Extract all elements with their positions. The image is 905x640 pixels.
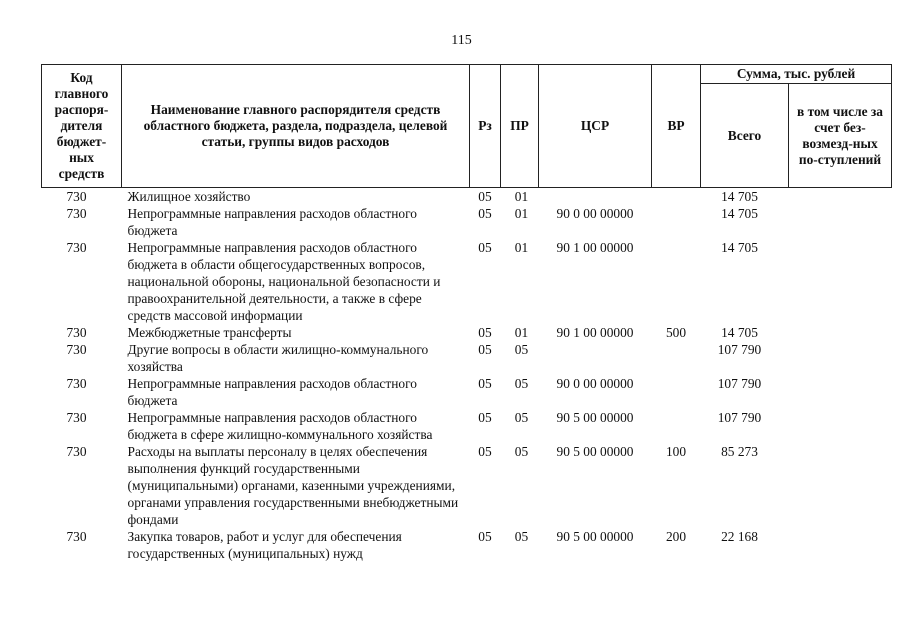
cell-code: 730 <box>66 376 87 391</box>
header-name: Наименование главного распорядителя средств областного бюджета, раздела, подраздела, целевой статьи, группы видов расходов <box>122 65 470 188</box>
cell-free <box>789 188 892 206</box>
cell-csr <box>539 341 652 375</box>
table-body <box>42 188 892 563</box>
cell-csr: 90 5 00 00000 <box>556 410 634 425</box>
cell-pr: 01 <box>514 189 529 204</box>
cell-rz: 05 <box>478 325 492 340</box>
cell-csr <box>539 188 652 206</box>
cell-pr: 05 <box>514 444 529 459</box>
cell-rz: 05 <box>478 240 492 255</box>
header-free: в том числе за счет без-возмезд-ных по-ступлений <box>789 84 892 188</box>
cell-total: 107 790 <box>717 376 762 391</box>
cell-total: 22 168 <box>721 529 758 544</box>
cell-pr: 01 <box>514 206 529 221</box>
cell-pr: 01 <box>514 325 529 340</box>
cell-rz: 05 <box>478 376 492 391</box>
cell-vr <box>652 188 701 206</box>
cell-free <box>789 528 892 562</box>
cell-code: 730 <box>66 189 87 204</box>
table-row <box>42 409 892 443</box>
cell-free <box>789 324 892 341</box>
header-sum: Сумма, тыс. рублей <box>701 65 892 84</box>
cell-csr: 90 0 00 00000 <box>556 376 634 391</box>
cell-name: Другие вопросы в области жилищно-коммунального хозяйства <box>127 342 429 374</box>
cell-free <box>789 341 892 375</box>
budget-table <box>41 64 892 562</box>
table-row <box>42 443 892 528</box>
cell-free <box>789 375 892 409</box>
cell-total: 14 705 <box>721 206 758 221</box>
cell-free <box>789 409 892 443</box>
header-total: Всего <box>701 84 789 188</box>
table-row <box>42 239 892 324</box>
table-row <box>42 205 892 239</box>
cell-code: 730 <box>66 325 87 340</box>
cell-name: Непрограммные направления расходов областного бюджета <box>127 376 417 408</box>
cell-name: Межбюджетные трансферты <box>127 325 292 340</box>
cell-name: Расходы на выплаты персоналу в целях обеспечения выполнения функций государственными (муниципальными) органами, казенными учреждениями, органами управления государственными внебюджетными фондами <box>127 444 459 527</box>
table-row <box>42 528 892 562</box>
cell-vr <box>652 239 701 324</box>
header-rz: Рз <box>470 65 501 188</box>
cell-pr: 05 <box>514 342 529 357</box>
table-row <box>42 375 892 409</box>
cell-free <box>789 205 892 239</box>
header-pr: ПР <box>501 65 539 188</box>
cell-rz: 05 <box>478 444 492 459</box>
cell-free <box>789 239 892 324</box>
table-row <box>42 188 892 206</box>
cell-code: 730 <box>66 342 87 357</box>
cell-vr: 100 <box>665 444 687 459</box>
cell-vr <box>652 205 701 239</box>
cell-rz: 05 <box>478 410 492 425</box>
cell-pr: 05 <box>514 410 529 425</box>
cell-name: Непрограммные направления расходов областного бюджета <box>127 206 417 238</box>
cell-code: 730 <box>66 410 87 425</box>
cell-code: 730 <box>66 444 87 459</box>
header-csr: ЦСР <box>539 65 652 188</box>
cell-csr: 90 5 00 00000 <box>556 444 634 459</box>
cell-total: 107 790 <box>717 410 762 425</box>
cell-code: 730 <box>66 206 87 221</box>
header-vr: ВР <box>652 65 701 188</box>
cell-csr: 90 0 00 00000 <box>556 206 634 221</box>
cell-csr: 90 1 00 00000 <box>556 325 634 340</box>
cell-name: Закупка товаров, работ и услуг для обеспечения государственных (муниципальных) нужд <box>127 529 402 561</box>
cell-total: 85 273 <box>721 444 758 459</box>
cell-name: Непрограммные направления расходов областного бюджета в области общегосударственных вопросов, национальной обороны, национальной безопасности и правоохранительной деятельности, а также в сфере средств массовой информации <box>127 240 441 323</box>
cell-rz: 05 <box>478 189 492 204</box>
cell-code: 730 <box>66 529 87 544</box>
table-row <box>42 324 892 341</box>
cell-vr: 200 <box>665 529 687 544</box>
cell-csr: 90 5 00 00000 <box>556 529 634 544</box>
page-number: 115 <box>451 33 472 48</box>
table-header <box>42 65 892 188</box>
cell-total: 14 705 <box>721 240 758 255</box>
cell-vr: 500 <box>665 325 687 340</box>
cell-pr: 01 <box>514 240 529 255</box>
cell-csr: 90 1 00 00000 <box>556 240 634 255</box>
cell-free <box>789 443 892 528</box>
cell-vr <box>652 409 701 443</box>
cell-name: Жилищное хозяйство <box>127 189 251 204</box>
header-code: Код главного распоря-дителя бюджет-ных средств <box>42 65 122 188</box>
cell-pr: 05 <box>514 376 529 391</box>
cell-total: 107 790 <box>717 342 762 357</box>
cell-vr <box>652 375 701 409</box>
table-row <box>42 341 892 375</box>
cell-total: 14 705 <box>721 325 758 340</box>
cell-vr <box>652 341 701 375</box>
cell-rz: 05 <box>478 529 492 544</box>
cell-rz: 05 <box>478 342 492 357</box>
cell-rz: 05 <box>478 206 492 221</box>
cell-code: 730 <box>66 240 87 255</box>
cell-total: 14 705 <box>721 189 758 204</box>
cell-name: Непрограммные направления расходов областного бюджета в сфере жилищно-коммунального хозяйства <box>127 410 433 442</box>
cell-pr: 05 <box>514 529 529 544</box>
